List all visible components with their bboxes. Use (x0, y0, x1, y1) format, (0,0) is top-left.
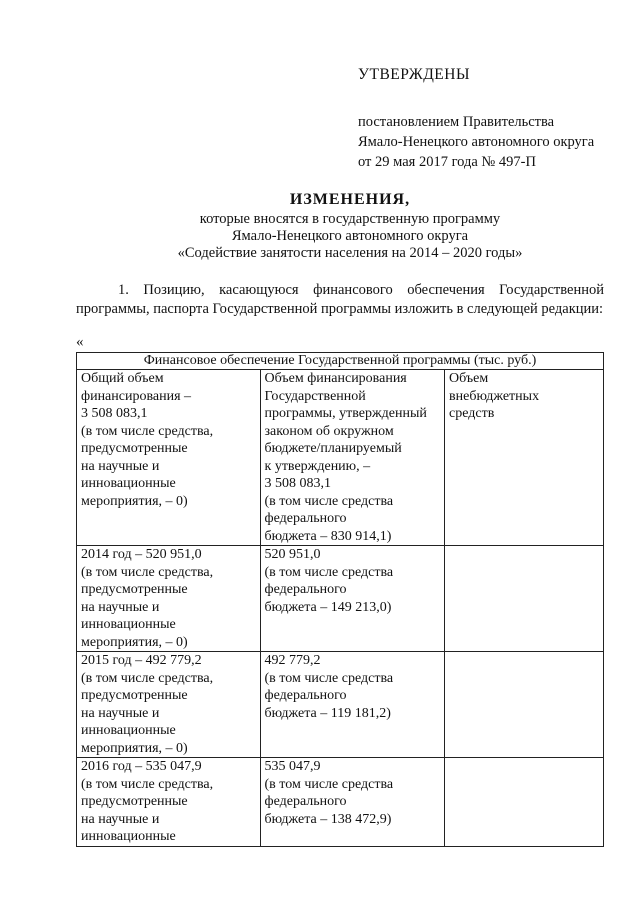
cell-line: инновационные (81, 476, 176, 491)
cell-line: федерального (264, 511, 347, 526)
table-cell (260, 652, 445, 758)
cell-line: 2014 год – 520 951,0 (81, 547, 202, 562)
table-cell (77, 370, 261, 546)
cell-line: программы, утвержденный (264, 406, 427, 421)
cell-line: Общий объем (81, 371, 164, 386)
cell-line: предусмотренные (81, 441, 188, 456)
cell-line: федерального (264, 688, 347, 703)
cell-line: бюджета – 149 213,0) (264, 599, 392, 615)
cell-line: бюджете/планируемый (264, 441, 402, 456)
table-cell (77, 758, 261, 847)
cell-line: 492 779,2 (264, 653, 321, 668)
cell-line: инновационные (81, 617, 176, 632)
cell-line: бюджета – 830 914,1) (264, 528, 392, 544)
financing-table (76, 352, 604, 847)
title-line: которые вносятся в государственную программу (199, 211, 501, 227)
title-line: «Содействие занятости населения на 2014 – 2020 годы» (177, 245, 523, 261)
cell-line: (в том числе средства, (81, 776, 214, 792)
cell-line: 520 951,0 (264, 547, 321, 562)
cell-line: бюджета – 119 181,2) (264, 705, 391, 721)
cell-line: федерального (264, 582, 347, 597)
cell-line: 3 508 083,1 (264, 476, 332, 491)
opening-quote: « (76, 334, 84, 350)
cell-line: (в том числе средства (264, 564, 394, 580)
cell-line: Объем (449, 371, 489, 386)
cell-line: законом об окружном (264, 423, 394, 439)
table-cell (260, 758, 445, 847)
cell-line: 2015 год – 492 779,2 (81, 653, 202, 668)
table-cell (260, 546, 445, 652)
table-cell (260, 370, 445, 546)
cell-line: инновационные (81, 723, 176, 738)
table-header: Финансовое обеспечение Государственной программы (тыс. руб.) (77, 353, 604, 370)
cell-line: (в том числе средства (264, 776, 394, 792)
cell-line: на научные и (81, 599, 160, 615)
cell-line: на научные и (81, 705, 160, 721)
approval-line: Ямало-Ненецкого автономного округа (358, 134, 595, 150)
paragraph-1 (76, 281, 604, 319)
table-row (77, 546, 604, 652)
cell-line: Государственной (264, 388, 366, 404)
table-cell (445, 546, 604, 652)
cell-line: на научные и (81, 811, 160, 827)
cell-line: мероприятия, – 0) (81, 634, 188, 650)
table-cell (445, 370, 604, 546)
title-line: Ямало-Ненецкого автономного округа (231, 228, 469, 244)
table-cell (445, 652, 604, 758)
cell-line: инновационные (81, 829, 176, 844)
table-row (77, 758, 604, 847)
document-title-block (0, 189, 640, 262)
cell-line: (в том числе средства (264, 670, 394, 686)
cell-line: к утверждению, – (264, 458, 371, 474)
approval-line: постановлением Правительства (358, 114, 555, 130)
table-cell (445, 758, 604, 847)
cell-line: бюджета – 138 472,9) (264, 811, 392, 827)
cell-line: мероприятия, – 0) (81, 740, 188, 756)
paragraph-text: Позицию, касающуюся финансового обеспечения Государственной программы, паспорта Государственной программы изложить в следующей редакции: (76, 282, 604, 317)
document-title: ИЗМЕНЕНИЯ, (289, 191, 411, 208)
approval-line: от 29 мая 2017 года № 497-П (358, 154, 536, 170)
cell-line: предусмотренные (81, 688, 188, 703)
cell-line: Объем финансирования (264, 371, 407, 386)
paragraph-number: 1. (118, 282, 129, 298)
table-cell (77, 546, 261, 652)
cell-line: 3 508 083,1 (81, 406, 148, 421)
cell-line: федерального (264, 794, 347, 809)
approval-block (358, 66, 628, 172)
cell-line: (в том числе средства, (81, 564, 214, 580)
cell-line: предусмотренные (81, 582, 188, 597)
table-row (77, 652, 604, 758)
cell-line: средств (449, 406, 495, 421)
cell-line: внебюджетных (449, 388, 540, 404)
cell-line: на научные и (81, 458, 160, 474)
cell-line: (в том числе средства (264, 493, 394, 509)
approval-header: УТВЕРЖДЕНЫ (358, 66, 470, 83)
cell-line: 2016 год – 535 047,9 (81, 759, 202, 774)
table-cell (77, 652, 261, 758)
cell-line: финансирования – (81, 388, 192, 404)
cell-line: (в том числе средства, (81, 670, 214, 686)
cell-line: 535 047,9 (264, 759, 321, 774)
cell-line: мероприятия, – 0) (81, 493, 188, 509)
cell-line: предусмотренные (81, 794, 188, 809)
cell-line: (в том числе средства, (81, 423, 214, 439)
table-row (77, 370, 604, 546)
